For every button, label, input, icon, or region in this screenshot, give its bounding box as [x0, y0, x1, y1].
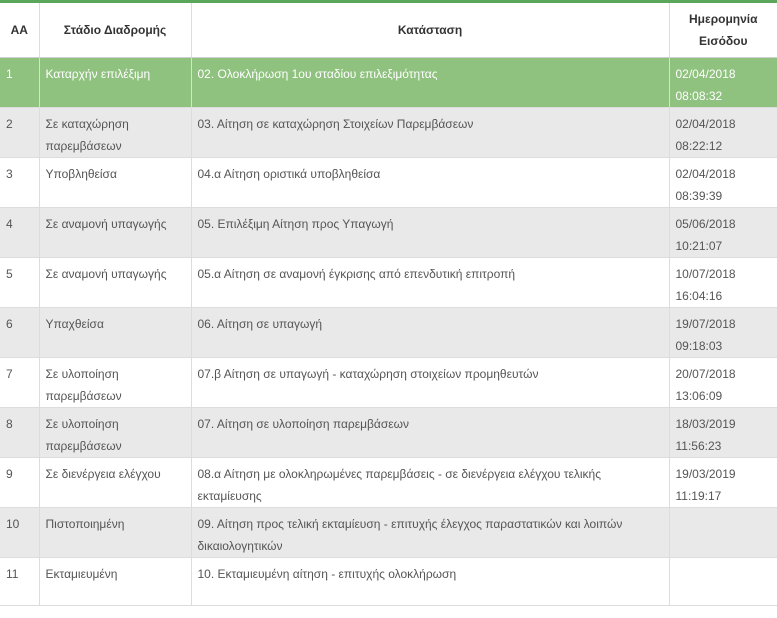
- header-stage[interactable]: Στάδιο Διαδρομής: [39, 3, 191, 58]
- row-entry-date-cell: [669, 108, 777, 158]
- row-entry-date-cell: [669, 58, 777, 108]
- row-aa-cell: 7: [0, 358, 39, 408]
- row-entry-date-cell: [669, 408, 777, 458]
- row-stage-cell: Σε υλοποίηση παρεμβάσεων: [39, 358, 191, 408]
- header-aa[interactable]: AA: [0, 3, 39, 58]
- row-status-cell: 07.β Αίτηση σε υπαγωγή - καταχώρηση στοιχείων προμηθευτών: [191, 358, 669, 408]
- row-aa-cell: 2: [0, 108, 39, 158]
- entry-date: 02/04/2018: [675, 117, 736, 131]
- row-aa-cell: 5: [0, 258, 39, 308]
- row-aa-cell: 1: [0, 58, 39, 108]
- table-row[interactable]: [0, 558, 777, 606]
- entry-time: 08:22:12: [675, 139, 723, 153]
- entry-date: 19/07/2018: [675, 317, 736, 331]
- row-aa-cell: 3: [0, 158, 39, 208]
- row-status-cell: 08.α Αίτηση με ολοκληρωμένες παρεμβάσεις - σε διενέργεια ελέγχου τελικής εκταμίευσης: [191, 458, 669, 508]
- row-entry-date-cell: [669, 558, 777, 606]
- row-status-cell: 03. Αίτηση σε καταχώρηση Στοιχείων Παρεμβάσεων: [191, 108, 669, 158]
- row-status-cell: 05. Επιλέξιμη Αίτηση προς Υπαγωγή: [191, 208, 669, 258]
- row-status-cell: 02. Ολοκλήρωση 1ου σταδίου επιλεξιμότητας: [191, 58, 669, 108]
- entry-time: 11:19:17: [675, 489, 722, 503]
- table-header-row: [0, 3, 777, 58]
- row-stage-cell: Σε αναμονή υπαγωγής: [39, 208, 191, 258]
- row-aa-cell: 11: [0, 558, 39, 606]
- row-entry-date-cell: [669, 258, 777, 308]
- row-status-cell: 07. Αίτηση σε υλοποίηση παρεμβάσεων: [191, 408, 669, 458]
- row-aa-cell: 4: [0, 208, 39, 258]
- table-row[interactable]: [0, 208, 777, 258]
- row-entry-date-cell: [669, 158, 777, 208]
- header-entry-date[interactable]: Ημερομηνία Εισόδου: [669, 3, 777, 58]
- row-aa-cell: 10: [0, 508, 39, 558]
- entry-time: 08:39:39: [675, 189, 723, 203]
- entry-date: 02/04/2018: [675, 167, 736, 181]
- row-entry-date-cell: [669, 308, 777, 358]
- table-row[interactable]: [0, 108, 777, 158]
- entry-date: 05/06/2018: [675, 217, 736, 231]
- row-aa-cell: 8: [0, 408, 39, 458]
- row-stage-cell: Υπαχθείσα: [39, 308, 191, 358]
- entry-time: 11:56:23: [675, 439, 722, 453]
- table-row[interactable]: [0, 408, 777, 458]
- entry-date: 10/07/2018: [675, 267, 736, 281]
- table-row[interactable]: [0, 308, 777, 358]
- row-stage-cell: Εκταμιευμένη: [39, 558, 191, 606]
- entry-date: 19/03/2019: [675, 467, 736, 481]
- row-status-cell: 06. Αίτηση σε υπαγωγή: [191, 308, 669, 358]
- row-entry-date-cell: [669, 508, 777, 558]
- row-stage-cell: Υποβληθείσα: [39, 158, 191, 208]
- table-row[interactable]: [0, 58, 777, 108]
- row-stage-cell: Καταρχήν επιλέξιμη: [39, 58, 191, 108]
- table-row[interactable]: [0, 458, 777, 508]
- row-status-cell: 04.α Αίτηση οριστικά υποβληθείσα: [191, 158, 669, 208]
- row-stage-cell: Σε αναμονή υπαγωγής: [39, 258, 191, 308]
- table-row[interactable]: [0, 158, 777, 208]
- table-row[interactable]: [0, 508, 777, 558]
- row-aa-cell: 6: [0, 308, 39, 358]
- application-history-table: [0, 3, 777, 606]
- row-stage-cell: Σε καταχώρηση παρεμβάσεων: [39, 108, 191, 158]
- row-stage-cell: Σε διενέργεια ελέγχου: [39, 458, 191, 508]
- entry-time: 10:21:07: [675, 239, 723, 253]
- entry-date: 18/03/2019: [675, 417, 736, 431]
- row-status-cell: 05.α Αίτηση σε αναμονή έγκρισης από επενδυτική επιτροπή: [191, 258, 669, 308]
- entry-date: 20/07/2018: [675, 367, 736, 381]
- entry-time: 09:18:03: [675, 339, 723, 353]
- row-aa-cell: 9: [0, 458, 39, 508]
- row-entry-date-cell: [669, 358, 777, 408]
- row-entry-date-cell: [669, 458, 777, 508]
- row-stage-cell: Σε υλοποίηση παρεμβάσεων: [39, 408, 191, 458]
- entry-time: 16:04:16: [675, 289, 723, 303]
- header-status[interactable]: Κατάσταση: [191, 3, 669, 58]
- table-row[interactable]: [0, 358, 777, 408]
- table-row[interactable]: [0, 258, 777, 308]
- entry-date: 02/04/2018: [675, 67, 736, 81]
- row-status-cell: 10. Εκταμιευμένη αίτηση - επιτυχής ολοκλήρωση: [191, 558, 669, 606]
- entry-time: 08:08:32: [675, 89, 723, 103]
- row-stage-cell: Πιστοποιημένη: [39, 508, 191, 558]
- entry-time: 13:06:09: [675, 389, 723, 403]
- row-status-cell: 09. Αίτηση προς τελική εκταμίευση - επιτυχής έλεγχος παραστατικών και λοιπών δικαιολογητικών: [191, 508, 669, 558]
- row-entry-date-cell: [669, 208, 777, 258]
